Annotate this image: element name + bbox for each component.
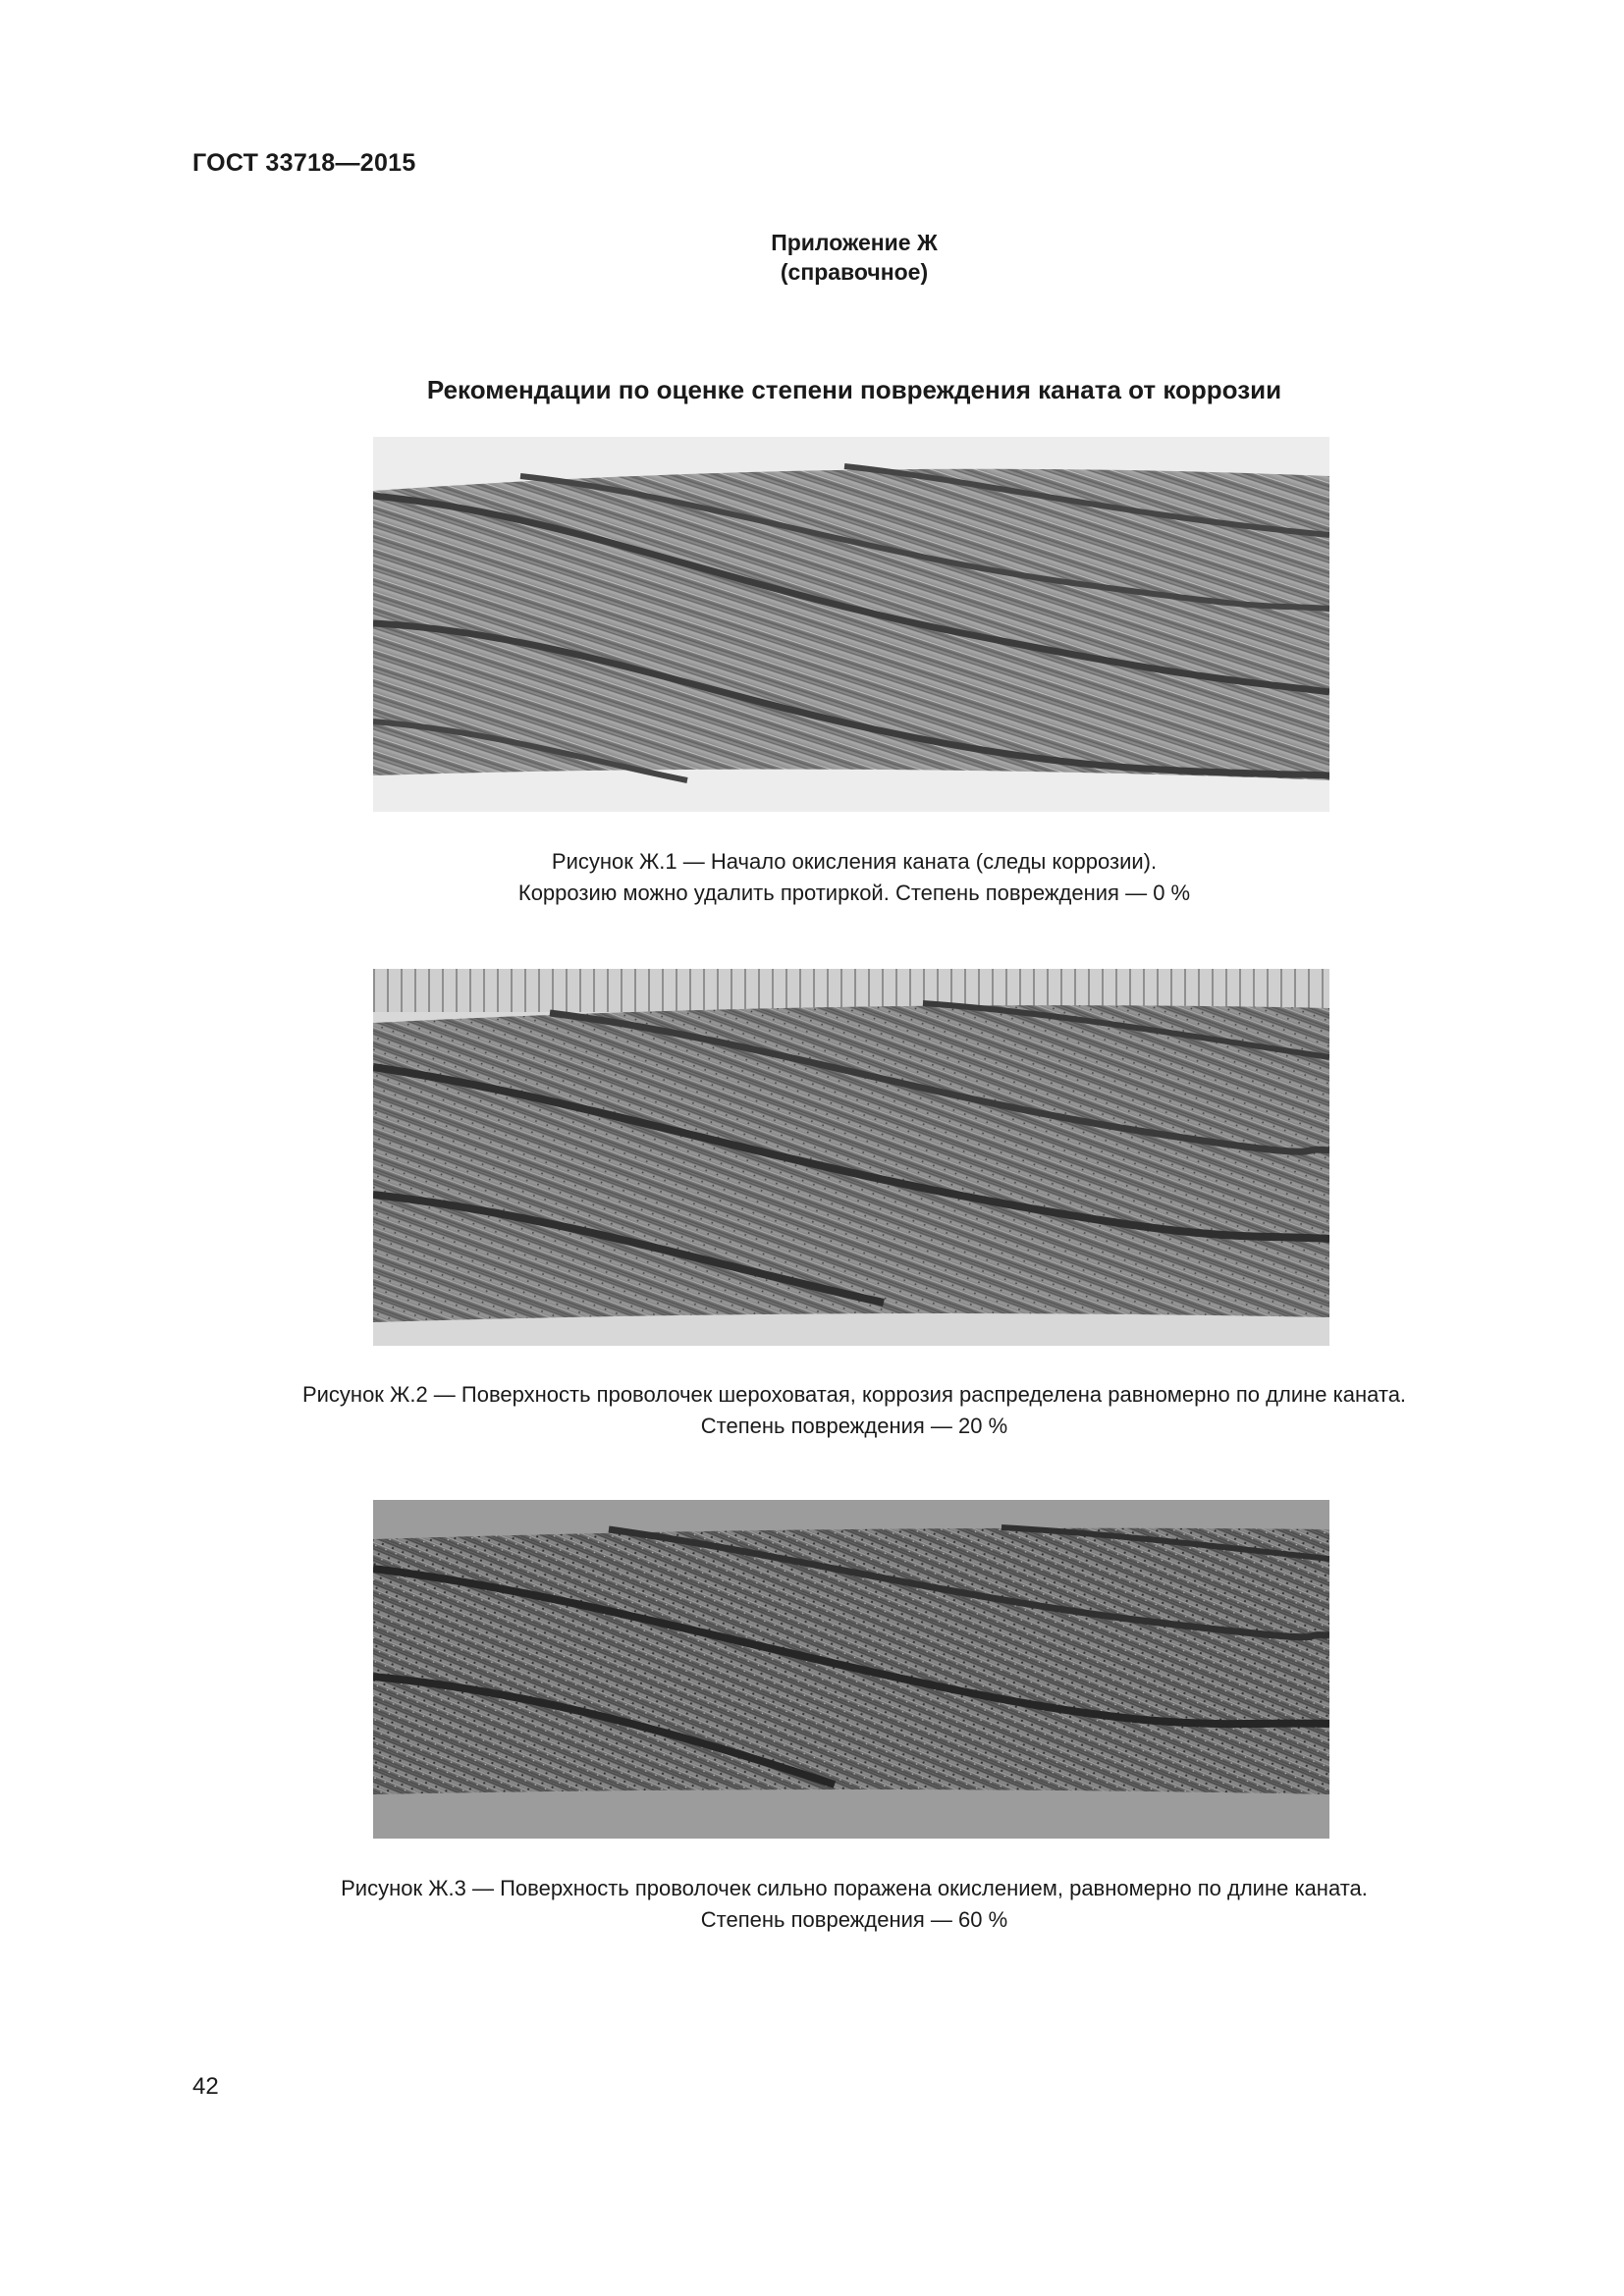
- figure-2-photo: [373, 969, 1329, 1346]
- annex-kind: (справочное): [780, 259, 929, 285]
- figure-1-caption-line2: Коррозию можно удалить протиркой. Степень повреждения — 0 %: [517, 881, 1191, 905]
- annex-title: Приложение Ж: [771, 230, 938, 255]
- figure-3-caption-line2: Степень повреждения — 60 %: [700, 1907, 1008, 1932]
- figure-2-caption: [0, 1379, 1624, 1442]
- figure-1-photo: [373, 437, 1329, 812]
- figure-3-caption-line1: Рисунок Ж.3 — Поверхность проволочек сильно поражена окислением, равномерно по длине каната.: [341, 1876, 1368, 1900]
- figure-1-caption: [0, 846, 1624, 909]
- figure-2-caption-line2: Степень повреждения — 20 %: [700, 1414, 1008, 1438]
- page-number: 42: [192, 2073, 219, 2100]
- figure-2-caption-line1: Рисунок Ж.2 — Поверхность проволочек шероховатая, коррозия распределена равномерно по длине каната.: [301, 1382, 1407, 1407]
- figure-3-caption: [0, 1873, 1624, 1936]
- figure-1-caption-line1: Рисунок Ж.1 — Начало окисления каната (следы коррозии).: [551, 849, 1158, 874]
- document-header: ГОСТ 33718—2015: [192, 149, 416, 177]
- figure-3-photo: [373, 1500, 1329, 1839]
- annex-heading: [0, 228, 1624, 287]
- section-title: Рекомендации по оценке степени повреждения каната от коррозии: [426, 375, 1282, 404]
